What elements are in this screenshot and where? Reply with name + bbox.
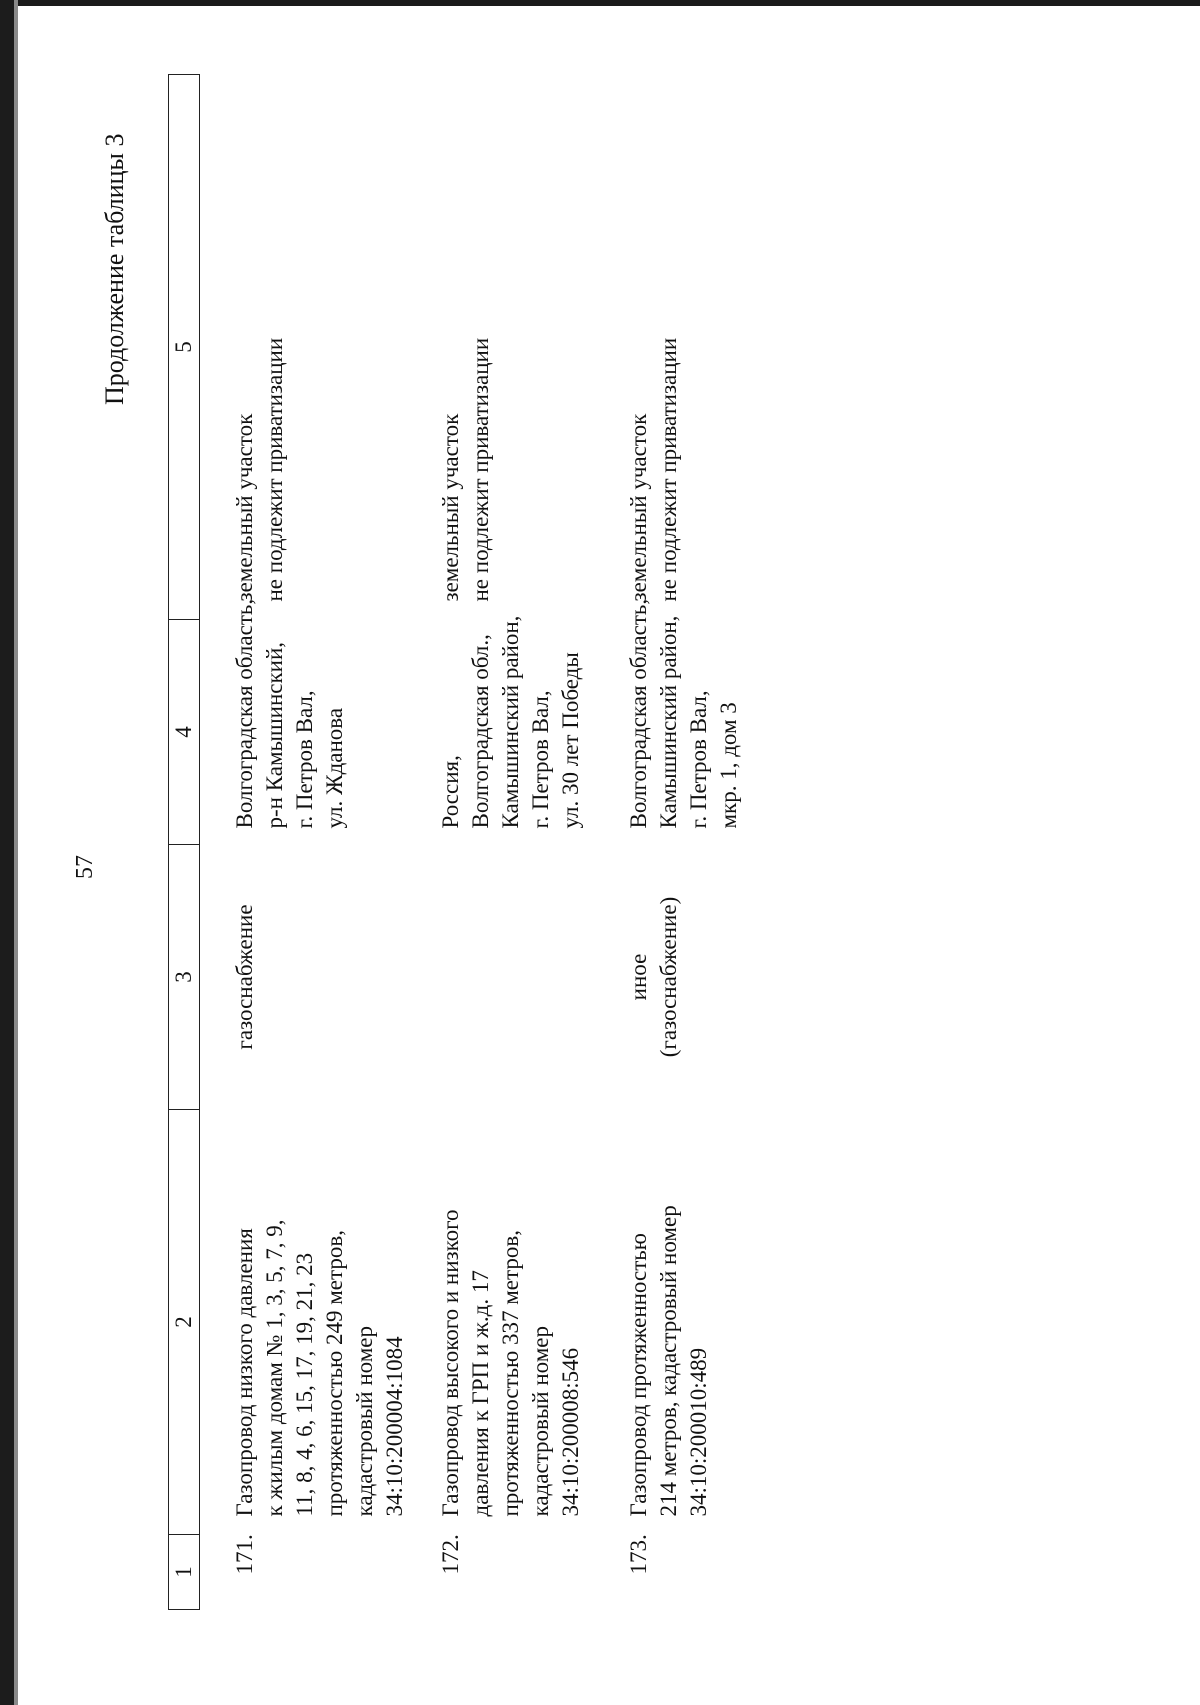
table-caption: Продолжение таблицы 3 — [100, 133, 129, 405]
row-number: 172. — [438, 1534, 463, 1575]
page-number: 57 — [72, 855, 98, 879]
object-note: земельный участок не подлежит приватизации — [438, 337, 493, 602]
object-description: Газопровод высокого и низкого давления к ГРП и ж.д. 17 протяженностью 337 метров, кадастровый номер 34:10:200008:546 — [438, 1209, 583, 1517]
table-header-row — [169, 75, 200, 1610]
table-row — [436, 75, 624, 1610]
column-header-4: 4 — [169, 620, 200, 845]
object-description: Газопровод низкого давления к жилым домам № 1, 3, 5, 7, 9, 11, 8, 4, 6, 15, 17, 19, 21, 23 протяженностью 249 метров, кадастровый номер 34:10:200004:1084 — [232, 1219, 407, 1517]
object-description: Газопровод протяженностью 214 метров, кадастровый номер 34:10:200010:489 — [626, 1205, 711, 1517]
object-address: Волгоградская область, Камышинский район, г. Петров Вал, мкр. 1, дом 3 — [626, 598, 741, 829]
column-header-5: 5 — [169, 75, 200, 620]
table-row — [200, 75, 437, 1610]
object-purpose: газоснабжение — [232, 904, 257, 1050]
object-address: Россия, Волгоградская обл., Камышинский район, г. Петров Вал, ул. 30 лет Победы — [438, 615, 583, 829]
object-note: земельный участок не подлежит приватизации — [232, 337, 287, 602]
column-header-3: 3 — [169, 845, 200, 1110]
object-note: земельный участок не подлежит приватизации — [626, 337, 681, 602]
object-purpose: иное (газоснабжение) — [626, 896, 681, 1058]
property-table — [168, 74, 824, 1610]
object-address: Волгоградская область, р-н Камышинский, г. Петров Вал, ул. Жданова — [232, 598, 347, 829]
column-header-2: 2 — [169, 1110, 200, 1535]
table-row — [624, 75, 824, 1610]
object-purpose — [436, 845, 624, 1110]
column-header-1: 1 — [169, 1535, 200, 1610]
row-number: 171. — [232, 1534, 257, 1575]
row-number: 173. — [626, 1534, 651, 1575]
